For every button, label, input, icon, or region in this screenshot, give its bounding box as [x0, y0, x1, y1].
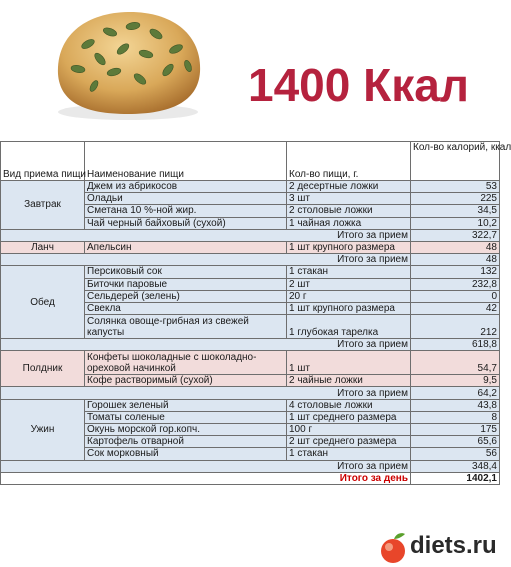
calorie-table	[0, 141, 511, 485]
food-quantity: 2 чайные ложки	[287, 375, 411, 387]
food-name: Сок морковный	[85, 448, 287, 460]
food-quantity: 20 г	[287, 290, 411, 302]
food-calories: 34,5	[411, 205, 500, 217]
food-name: Сметана 10 %-ной жир.	[85, 205, 287, 217]
food-calories: 175	[411, 424, 500, 436]
food-quantity: 1 чайная ложка	[287, 217, 411, 229]
meal-total-value: 64,2	[411, 387, 500, 399]
food-calories: 9,5	[411, 375, 500, 387]
food-name: Свекла	[85, 302, 287, 314]
table-row	[1, 351, 500, 375]
meal-total-label: Итого за прием	[1, 229, 411, 241]
food-name: Окунь морской гор.копч.	[85, 424, 287, 436]
logo-suffix: .ru	[466, 532, 497, 559]
food-calories: 10,2	[411, 217, 500, 229]
bread-roll-image	[48, 4, 208, 122]
food-name: Конфеты шоколадные с шоколадно-ореховой начинкой	[85, 351, 287, 375]
food-quantity: 1 шт крупного размера	[287, 302, 411, 314]
food-quantity: 2 шт	[287, 278, 411, 290]
food-quantity: 1 шт среднего размера	[287, 411, 411, 423]
food-calories: 212	[411, 315, 500, 339]
logo-word: diets	[410, 532, 467, 559]
column-header: Наименование пищи	[85, 142, 287, 181]
table-row	[1, 241, 500, 253]
column-header: Кол-во калорий, ккал	[411, 142, 500, 181]
table-header	[1, 142, 500, 181]
table-row	[1, 266, 500, 278]
meal-name: Обед	[1, 266, 85, 339]
food-quantity: 1 стакан	[287, 448, 411, 460]
food-quantity: 2 десертные ложки	[287, 181, 411, 193]
food-calories: 225	[411, 193, 500, 205]
food-name: Картофель отварной	[85, 436, 287, 448]
meal-total-row	[1, 339, 500, 351]
meal-name: Полдник	[1, 351, 85, 387]
grand-total-row	[1, 472, 500, 484]
food-name: Биточки паровые	[85, 278, 287, 290]
food-quantity: 2 шт среднего размера	[287, 436, 411, 448]
food-name: Джем из абрикосов	[85, 181, 287, 193]
logo-text	[410, 532, 497, 560]
food-quantity: 1 шт крупного размера	[287, 241, 411, 253]
food-quantity: 2 столовые ложки	[287, 205, 411, 217]
column-header: Вид приема пищи	[1, 142, 85, 181]
food-calories: 8	[411, 411, 500, 423]
food-name: Кофе растворимый (сухой)	[85, 375, 287, 387]
food-calories: 42	[411, 302, 500, 314]
food-calories: 48	[411, 241, 500, 253]
column-header: Кол-во пищи, г.	[287, 142, 411, 181]
meal-total-value: 348,4	[411, 460, 500, 472]
food-quantity: 1 стакан	[287, 266, 411, 278]
meal-total-value: 322,7	[411, 229, 500, 241]
meal-total-label: Итого за прием	[1, 339, 411, 351]
food-calories: 232,8	[411, 278, 500, 290]
food-calories: 65,6	[411, 436, 500, 448]
meal-total-row	[1, 460, 500, 472]
food-name: Апельсин	[85, 241, 287, 253]
meal-total-row	[1, 387, 500, 399]
meal-total-row	[1, 229, 500, 241]
food-name: Горошек зеленый	[85, 399, 287, 411]
meal-total-value: 48	[411, 254, 500, 266]
meal-name: Ужин	[1, 399, 85, 460]
meal-total-row	[1, 254, 500, 266]
grand-total-value: 1402,1	[411, 472, 500, 484]
food-calories: 53	[411, 181, 500, 193]
table-row	[1, 181, 500, 193]
meal-name: Завтрак	[1, 181, 85, 230]
meal-total-label: Итого за прием	[1, 254, 411, 266]
food-name: Персиковый сок	[85, 266, 287, 278]
food-name: Солянка овоще-грибная из свежей капусты	[85, 315, 287, 339]
food-quantity: 3 шт	[287, 193, 411, 205]
meal-name: Ланч	[1, 241, 85, 253]
meal-total-label: Итого за прием	[1, 460, 411, 472]
meal-total-label: Итого за прием	[1, 387, 411, 399]
food-quantity: 1 глубокая тарелка	[287, 315, 411, 339]
grand-total-label: Итого за день	[1, 472, 411, 484]
food-calories: 43,8	[411, 399, 500, 411]
table-row	[1, 399, 500, 411]
food-calories: 0	[411, 290, 500, 302]
meal-total-value: 618,8	[411, 339, 500, 351]
page-title: 1400 Ккал	[248, 59, 470, 111]
food-quantity: 4 столовые ложки	[287, 399, 411, 411]
food-name: Оладьи	[85, 193, 287, 205]
food-quantity: 1 шт	[287, 351, 411, 375]
food-calories: 132	[411, 266, 500, 278]
food-calories: 54,7	[411, 351, 500, 375]
food-name: Томаты соленые	[85, 411, 287, 423]
food-quantity: 100 г	[287, 424, 411, 436]
food-name: Сельдерей (зелень)	[85, 290, 287, 302]
food-calories: 56	[411, 448, 500, 460]
food-name: Чай черный байховый (сухой)	[85, 217, 287, 229]
